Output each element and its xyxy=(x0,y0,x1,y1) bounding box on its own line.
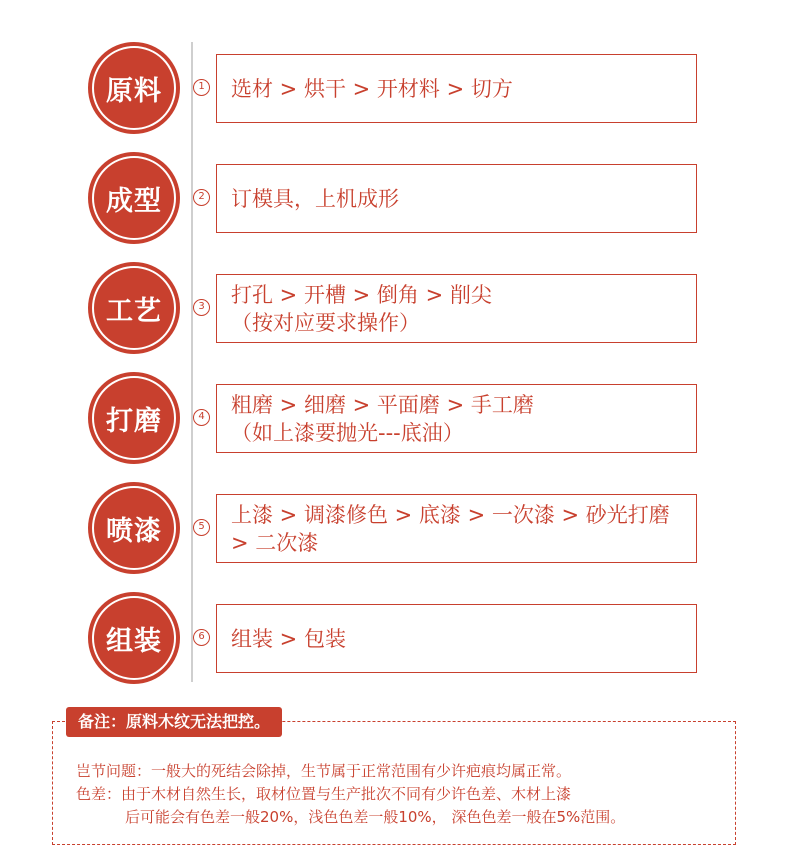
step-polishing xyxy=(0,372,790,482)
step-description-line: 订模具，上机成形 xyxy=(231,186,399,211)
step-description-box xyxy=(216,604,697,673)
step-title: 组装 xyxy=(106,625,162,657)
step-number-badge: 3 xyxy=(193,299,210,316)
step-description-line: 组装 > 包装 xyxy=(231,626,346,651)
step-title: 喷漆 xyxy=(106,515,162,547)
step-description-box xyxy=(216,494,697,563)
step-assembly xyxy=(0,592,790,702)
step-description-box xyxy=(216,384,697,453)
step-title: 工艺 xyxy=(106,295,162,327)
step-description-line: 打孔 > 开槽 > 倒角 > 削尖 xyxy=(231,282,492,307)
step-description-line: （如上漆要抛光---底油） xyxy=(231,420,464,445)
step-description-line: > 二次漆 xyxy=(231,530,319,555)
step-title: 原料 xyxy=(106,75,162,107)
step-number-badge: 2 xyxy=(193,189,210,206)
step-circle xyxy=(88,372,180,464)
step-number-badge: 6 xyxy=(193,629,210,646)
step-title: 成型 xyxy=(106,185,162,217)
step-description-box xyxy=(216,164,697,233)
step-description-box xyxy=(216,274,697,343)
step-title: 打磨 xyxy=(106,405,162,437)
note-badge: 备注：原料木纹无法把控。 xyxy=(66,707,282,737)
step-description-line: （按对应要求操作） xyxy=(231,310,420,335)
step-painting xyxy=(0,482,790,592)
step-forming xyxy=(0,152,790,262)
step-number-badge: 4 xyxy=(193,409,210,426)
step-number-badge: 1 xyxy=(193,79,210,96)
step-description-line: 上漆 > 调漆修色 > 底漆 > 一次漆 > 砂光打磨 xyxy=(231,502,670,527)
step-description-line: 粗磨 > 细磨 > 平面磨 > 手工磨 xyxy=(231,392,534,417)
step-circle xyxy=(88,152,180,244)
note-line-knots: 岂节问题：一般大的死结会除掉，生节属于正常范围有少许疤痕均属正常。 xyxy=(76,762,572,780)
note-line-color-range: 后可能会有色差一般20%，浅色色差一般10%， 深色色差一般在5%范围。 xyxy=(125,808,626,826)
step-circle xyxy=(88,482,180,574)
step-circle xyxy=(88,42,180,134)
step-description-box xyxy=(216,54,697,123)
step-description-line: 选材 > 烘干 > 开材料 > 切方 xyxy=(231,76,513,101)
step-craft xyxy=(0,262,790,372)
note-line-color-diff: 色差：由于木材自然生长，取材位置与生产批次不同有少许色差、木材上漆 xyxy=(76,785,572,803)
step-raw-material xyxy=(0,42,790,152)
step-circle xyxy=(88,592,180,684)
step-number-badge: 5 xyxy=(193,519,210,536)
step-circle xyxy=(88,262,180,354)
